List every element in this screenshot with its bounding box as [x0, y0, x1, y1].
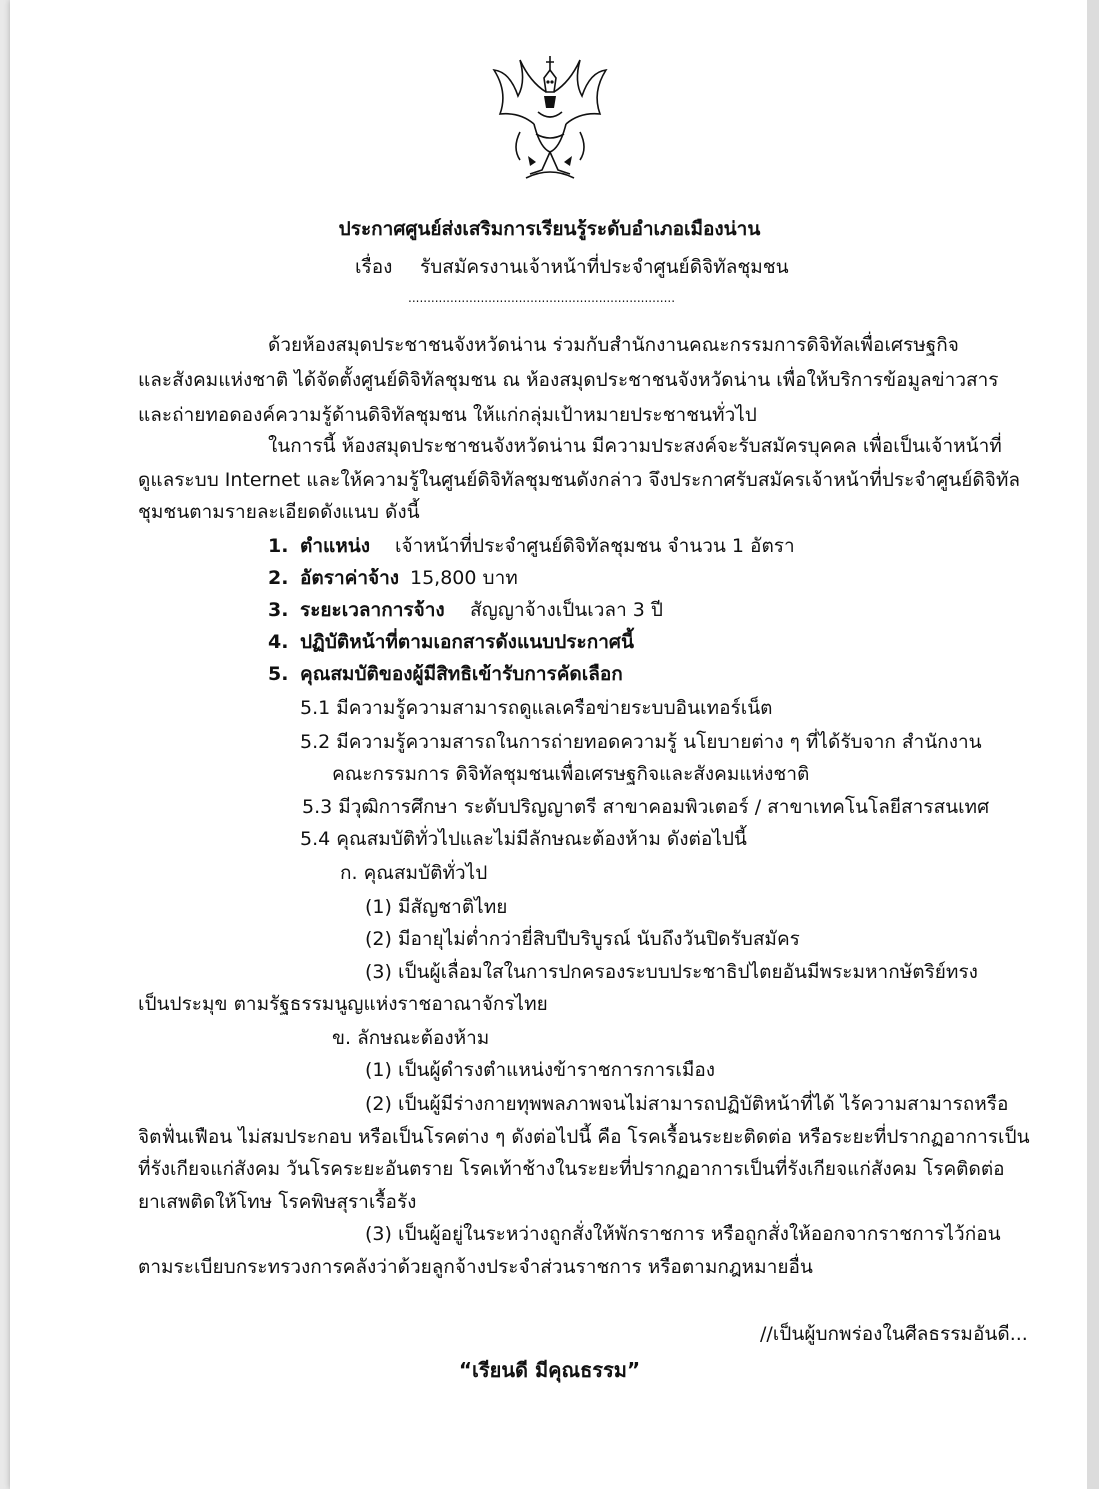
item-4-label: ปฏิบัติหน้าที่ตามเอกสารดังแนบประกาศนี้ [300, 631, 634, 653]
prohibited-line-1: (1) เป็นผู้ดำรงตำแหน่งข้าราชการการเมือง [365, 1059, 716, 1081]
intro-line-5: ดูแลระบบ Internet และให้ความรู้ในศูนย์ดิจิทัลชุมชนดังกล่าว จึงประกาศรับสมัครเจ้าหน้าที่ประจำศูนย์ดิจิทัล [138, 469, 1020, 491]
prohibited-line-7: ตามระเบียบกระทรวงการคลังว่าด้วยลูกจ้างประจำส่วนราชการ หรือตามกฎหมายอื่น [138, 1256, 813, 1278]
prohibited-line-6: (3) เป็นผู้อยู่ในระหว่างถูกสั่งให้พักราชการ หรือถูกสั่งให้ออกจากราชการไว้ก่อน [365, 1223, 1001, 1245]
intro-line-3: และถ่ายทอดองค์ความรู้ด้านดิจิทัลชุมชน ให้แก่กลุ่มเป้าหมายประชาชนทั่วไป [138, 404, 757, 426]
qualification-5-4: 5.4 คุณสมบัติทั่วไปและไม่มีลักษณะต้องห้าม ดังต่อไปนี้ [300, 828, 747, 850]
intro-line-4: ในการนี้ ห้องสมุดประชาชนจังหวัดน่าน มีความประสงค์จะรับสมัครบุคคล เพื่อเป็นเจ้าหน้าที่ [268, 435, 1002, 457]
qualification-5-2-cont: คณะกรรมการ ดิจิทัลชุมชนเพื่อเศรษฐกิจและสังคมแห่งชาติ [332, 763, 810, 785]
intro-line-1: ด้วยห้องสมุดประชาชนจังหวัดน่าน ร่วมกับสำนักงานคณะกรรมการดิจิทัลเพื่อเศรษฐกิจ [268, 334, 959, 356]
item-2-value: 15,800 บาท [410, 567, 518, 589]
garuda-emblem-icon [490, 52, 610, 184]
item-2-label: อัตราค่าจ้าง [300, 567, 400, 589]
item-2-number: 2. [268, 567, 289, 589]
item-3-number: 3. [268, 599, 289, 621]
item-3-label: ระยะเวลาการจ้าง [300, 599, 445, 621]
prohibited-line-5: ยาเสพติดให้โทษ โรคพิษสุราเรื้อรัง [138, 1191, 417, 1213]
qualification-5-2: 5.2 มีความรู้ความสารถในการถ่ายทอดความรู้ นโยบายต่าง ๆ ที่ได้รับจาก สำนักงาน [300, 731, 982, 753]
item-1-number: 1. [268, 535, 289, 557]
prohibited-line-3: จิตฟั่นเฟือน ไม่สมประกอบ หรือเป็นโรคต่าง ๆ ดังต่อไปนี้ คือ โรคเรื้อนระยะติดต่อ หรือระยะที่ปรากฏอาการเป็น [138, 1126, 1030, 1148]
item-5-label: คุณสมบัติของผู้มีสิทธิเข้ารับการคัดเลือก [300, 663, 623, 685]
general-line-1: (1) มีสัญชาติไทย [365, 896, 508, 918]
general-heading: ก. คุณสมบัติทั่วไป [340, 862, 488, 884]
item-3-value: สัญญาจ้างเป็นเวลา 3 ปี [470, 599, 663, 621]
intro-line-2: และสังคมแห่งชาติ ได้จัดตั้งศูนย์ดิจิทัลชุมชน ณ ห้องสมุดประชาชนจังหวัดน่าน เพื่อให้บริการข้อมูลข่าวสาร [138, 369, 999, 391]
motto: “เรียนดี มีคุณธรรม” [458, 1358, 641, 1382]
intro-line-6: ชุมชนตามรายละเอียดดังแนบ ดังนี้ [138, 501, 420, 523]
item-4-number: 4. [268, 631, 289, 653]
item-5-number: 5. [268, 663, 289, 685]
qualification-5-1: 5.1 มีความรู้ความสามารถดูแลเครือข่ายระบบอินเทอร์เน็ต [300, 697, 773, 719]
item-1-label: ตำแหน่ง [300, 535, 371, 557]
general-line-2: (2) มีอายุไม่ต่ำกว่ายี่สิบปีบริบูรณ์ นับถึงวันปิดรับสมัคร [365, 928, 800, 950]
prohibited-line-4: ที่รังเกียจแก่สังคม วันโรคระยะอันตราย โรคเท้าช้างในระยะที่ปรากฏอาการเป็นที่รังเกียจแก่สังคม โรคติดต่อ [138, 1158, 1005, 1180]
continuation-note: //เป็นผู้บกพร่องในศีลธรรมอันดี... [760, 1323, 1028, 1345]
prohibited-line-2: (2) เป็นผู้มีร่างกายทุพพลภาพจนไม่สามารถปฏิบัติหน้าที่ได้ ไร้ความสามารถหรือ [365, 1093, 1009, 1115]
general-line-3-cont: เป็นประมุข ตามรัฐธรรมนูญแห่งราชอาณาจักรไทย [138, 993, 548, 1015]
subject-label: เรื่อง [355, 256, 393, 278]
qualification-5-3: 5.3 มีวุฒิการศึกษา ระดับปริญญาตรี สาขาคอมพิวเตอร์ / สาขาเทคโนโลยีสารสนเทศ [302, 796, 990, 818]
general-line-3: (3) เป็นผู้เลื่อมใสในการปกครองระบบประชาธิปไตยอันมีพระมหากษัตริย์ทรง [365, 961, 978, 983]
subject-text: รับสมัครงานเจ้าหน้าที่ประจำศูนย์ดิจิทัลชุมชน [420, 256, 789, 278]
dotted-separator: ...................................................................... [408, 291, 676, 305]
prohibited-heading: ข. ลักษณะต้องห้าม [332, 1027, 490, 1049]
item-1-value: เจ้าหน้าที่ประจำศูนย์ดิจิทัลชุมชน จำนวน 1 อัตรา [395, 535, 795, 557]
document-title: ประกาศศูนย์ส่งเสริมการเรียนรู้ระดับอำเภอเมืองน่าน [338, 218, 761, 240]
